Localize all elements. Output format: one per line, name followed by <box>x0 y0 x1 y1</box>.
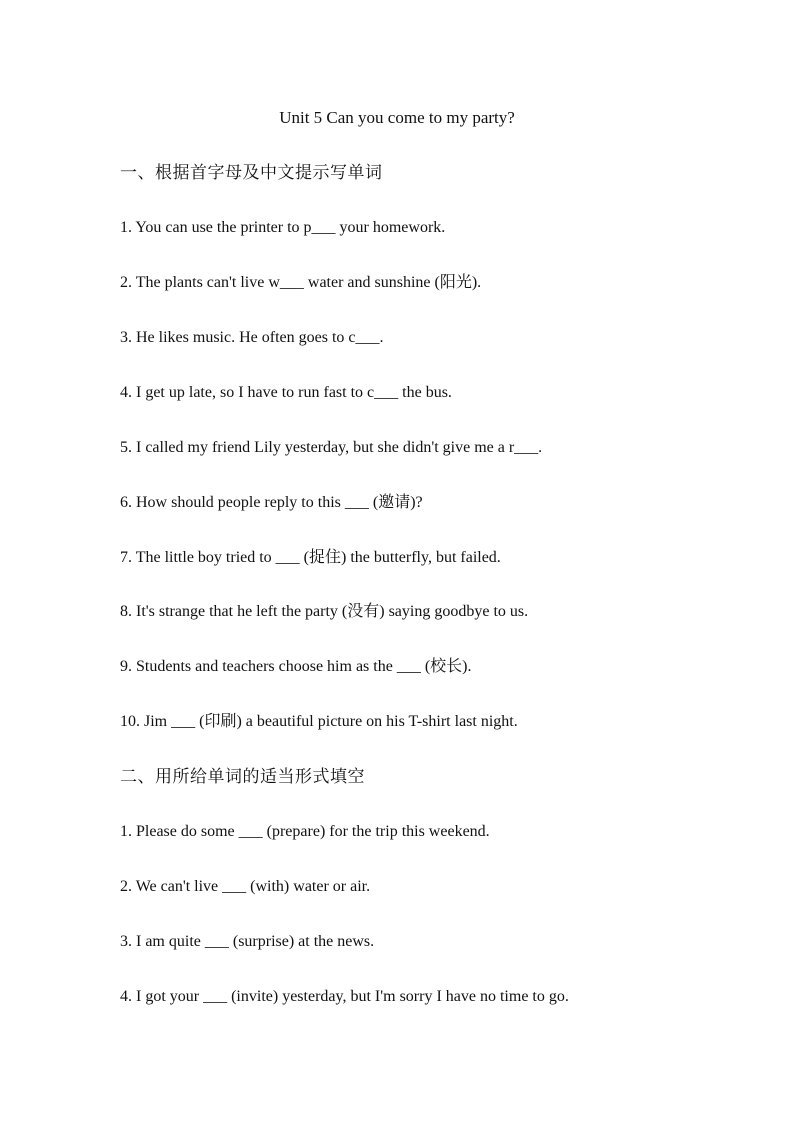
section1-item-10: 10. Jim ___ (印刷) a beautiful picture on his T-shirt last night. <box>120 713 518 730</box>
section-heading-2: 二、用所给单词的适当形式填空 <box>120 767 365 787</box>
section1-item-8: 8. It's strange that he left the party (没有) saying goodbye to us. <box>120 603 529 620</box>
section1-item-5: 5. I called my friend Lily yesterday, but she didn't give me a r___. <box>120 439 543 456</box>
section2-item-4: 4. I got your ___ (invite) yesterday, but I'm sorry I have no time to go. <box>120 988 569 1005</box>
section1-item-1: 1. You can use the printer to p___ your homework. <box>120 219 446 236</box>
section2-item-2: 2. We can't live ___ (with) water or air. <box>120 878 371 895</box>
section-heading-1: 一、根据首字母及中文提示写单词 <box>120 163 383 183</box>
section1-item-4: 4. I get up late, so I have to run fast to c___ the bus. <box>120 384 452 401</box>
page-title: Unit 5 Can you come to my party? <box>279 108 515 127</box>
section1-item-9: 9. Students and teachers choose him as the ___ (校长). <box>120 658 472 675</box>
section1-item-2: 2. The plants can't live w___ water and sunshine (阳光). <box>120 274 482 291</box>
section1-item-7: 7. The little boy tried to ___ (捉住) the butterfly, but failed. <box>120 549 501 566</box>
section2-item-3: 3. I am quite ___ (surprise) at the news. <box>120 933 375 950</box>
section2-item-1: 1. Please do some ___ (prepare) for the trip this weekend. <box>120 823 490 840</box>
section1-item-6: 6. How should people reply to this ___ (邀请)? <box>120 494 423 511</box>
section1-item-3: 3. He likes music. He often goes to c___. <box>120 329 384 346</box>
